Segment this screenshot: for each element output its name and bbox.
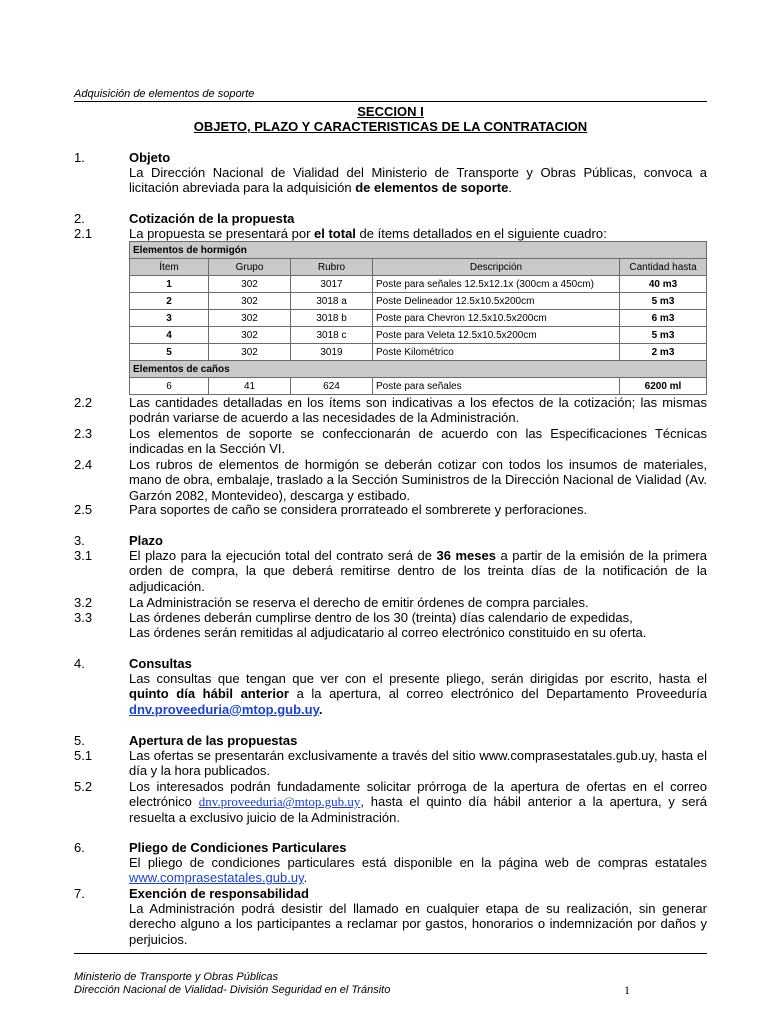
- table-group-label: Elementos de caños: [130, 361, 707, 378]
- table-row: 6 41 624 Poste para señales 6200 ml: [130, 378, 707, 395]
- table-row: 4 302 3018 c Poste para Veleta 12.5x10.5x200cm 5 m3: [130, 327, 707, 344]
- heading-number: 1.: [74, 150, 85, 165]
- table-row: 3 302 3018 b Poste para Chevron 12.5x10.5x200cm 6 m3: [130, 310, 707, 327]
- page-number: 1: [624, 983, 630, 997]
- email-link[interactable]: dnv.proveeduria@mtop.gub.uy: [129, 701, 319, 717]
- document-page: Adquisición de elementos de soporte SECCION I OBJETO, PLAZO Y CARACTERISTICAS DE LA CONTRATACION 1. Objeto La Dirección Nacional de Vialidad del Ministerio de Transporte y Obras Públicas, convoca a licitación abreviada para la adquisición de elementos de soporte. 2. Cotización de la propuesta 2.1 La propuesta se presentará por el total de ítems detallados en el siguiente cuadro: Elementos de hormigón Ítem Grupo Rubro Descripción Cantidad hasta 1 302 3017 Poste para señales 12.5x12.1x (300cm a 450cm) 40 m3 2 302 3018 a Poste Delineador 12.5x10.5x200cm 5 m3 3 302 3018 b Poste para Chevron 12.5x10.5x200cm 6 m3 4 302 3018 c Poste para Veleta 12.5x10.5x200cm 5 m3 5 302 3019 Poste Kilométrico 2 m3 Elementos de caños 6 41 624 Poste para señales 6200 ml 2.2 Las cantidades detalladas en los ítems son indicativas a los efectos de la cotización; las mismas podrán variarse de acuerdo a las necesidades de la Administración. 2.3 Los elementos de soporte se confeccionarán de acuerdo con las Especificaciones Técnicas indicadas en la Sección VI. 2.4 Los rubros de elementos de hormigón se deberán cotizar con todos los insumos de materiales, mano de obra, embalaje, traslado a la Sección Suministros de la Dirección Nacional de Vialidad (Av. Garzón 2082, Montevideo), descarga y estibado. 2.5 Para soportes de caño se considera prorrateado el sombrerete y perforaciones. 3. Plazo 3.1 El plazo para la ejecución total del contrato será de 36 meses a partir de la emisión de la primera orden de compra, la que deberá remitirse dentro de los treinta días de la notificación de la adjudicación. 3.2 La Administración se reserva el derecho de emitir órdenes de compra parciales. 3.3 Las órdenes deberán cumplirse dentro de los 30 (treinta) días calendario de expedidas, Las órdenes serán remitidas al adjudicatario al correo electrónico constituido en su oferta. 4. Consultas Las consultas que tengan que ver con el presente pliego, serán dirigidas por escrito, hasta el quinto día hábil anterior a la apertura, al correo electrónico del Departamento Proveeduría dnv.proveeduria@mtop.gub.uy. 5. Apertura de las propuestas 5.1 Las ofertas se presentarán exclusivamente a través del sitio www.comprasestatales.gub.uy, hasta el día y la hora publicados. 5.2 Los interesados podrán fundadamente solicitar prórroga de la apertura de ofertas en el correo electrónico dnv.proveeduria@mtop.gub.uy, hasta el quinto día hábil anterior a la apertura, y será resuelta a exclusivo juicio de la Administración. 6. Pliego de Condiciones Particulares El pliego de condiciones particulares está disponible en la página web de compras estatales www.comprasestatales.gub.uy. 7. Exención de responsabilidad La Administración podrá desistir del llamado en cualquier etapa de su realización, sin generar derecho alguno a los participantes a reclamar por gastos, honorarios o indemnización por daños y perjuicios. Ministerio de Transporte y Obras Públicas Dirección Nacional de Vialidad- División Seguridad en el Tránsito 1: [74, 88, 708, 997]
- table-row: 2 302 3018 a Poste Delineador 12.5x10.5x200cm 5 m3: [130, 293, 707, 310]
- email-link[interactable]: dnv.proveeduria@mtop.gub.uy: [198, 794, 361, 810]
- items-table: [129, 241, 707, 395]
- footer-rule: [74, 953, 707, 954]
- web-link[interactable]: www.comprasestatales.gub.uy: [129, 870, 304, 886]
- running-header: Adquisición de elementos de soporte: [74, 88, 707, 102]
- table-group-label: Elementos de hormigón: [130, 242, 707, 259]
- section-title: OBJETO, PLAZO Y CARACTERISTICAS DE LA CONTRATACION: [193, 119, 588, 134]
- section-label: SECCION I: [357, 104, 424, 119]
- table-row: 1 302 3017 Poste para señales 12.5x12.1x (300cm a 450cm) 40 m3: [130, 276, 707, 293]
- table-header-row: Ítem Grupo Rubro Descripción Cantidad hasta: [130, 259, 707, 276]
- heading-title: Objeto: [129, 150, 171, 165]
- table-row: 5 302 3019 Poste Kilométrico 2 m3: [130, 344, 707, 361]
- footer-line-1: Ministerio de Transporte y Obras Públicas: [74, 971, 278, 983]
- footer-line-2: Dirección Nacional de Vialidad- División Seguridad en el Tránsito: [74, 984, 391, 996]
